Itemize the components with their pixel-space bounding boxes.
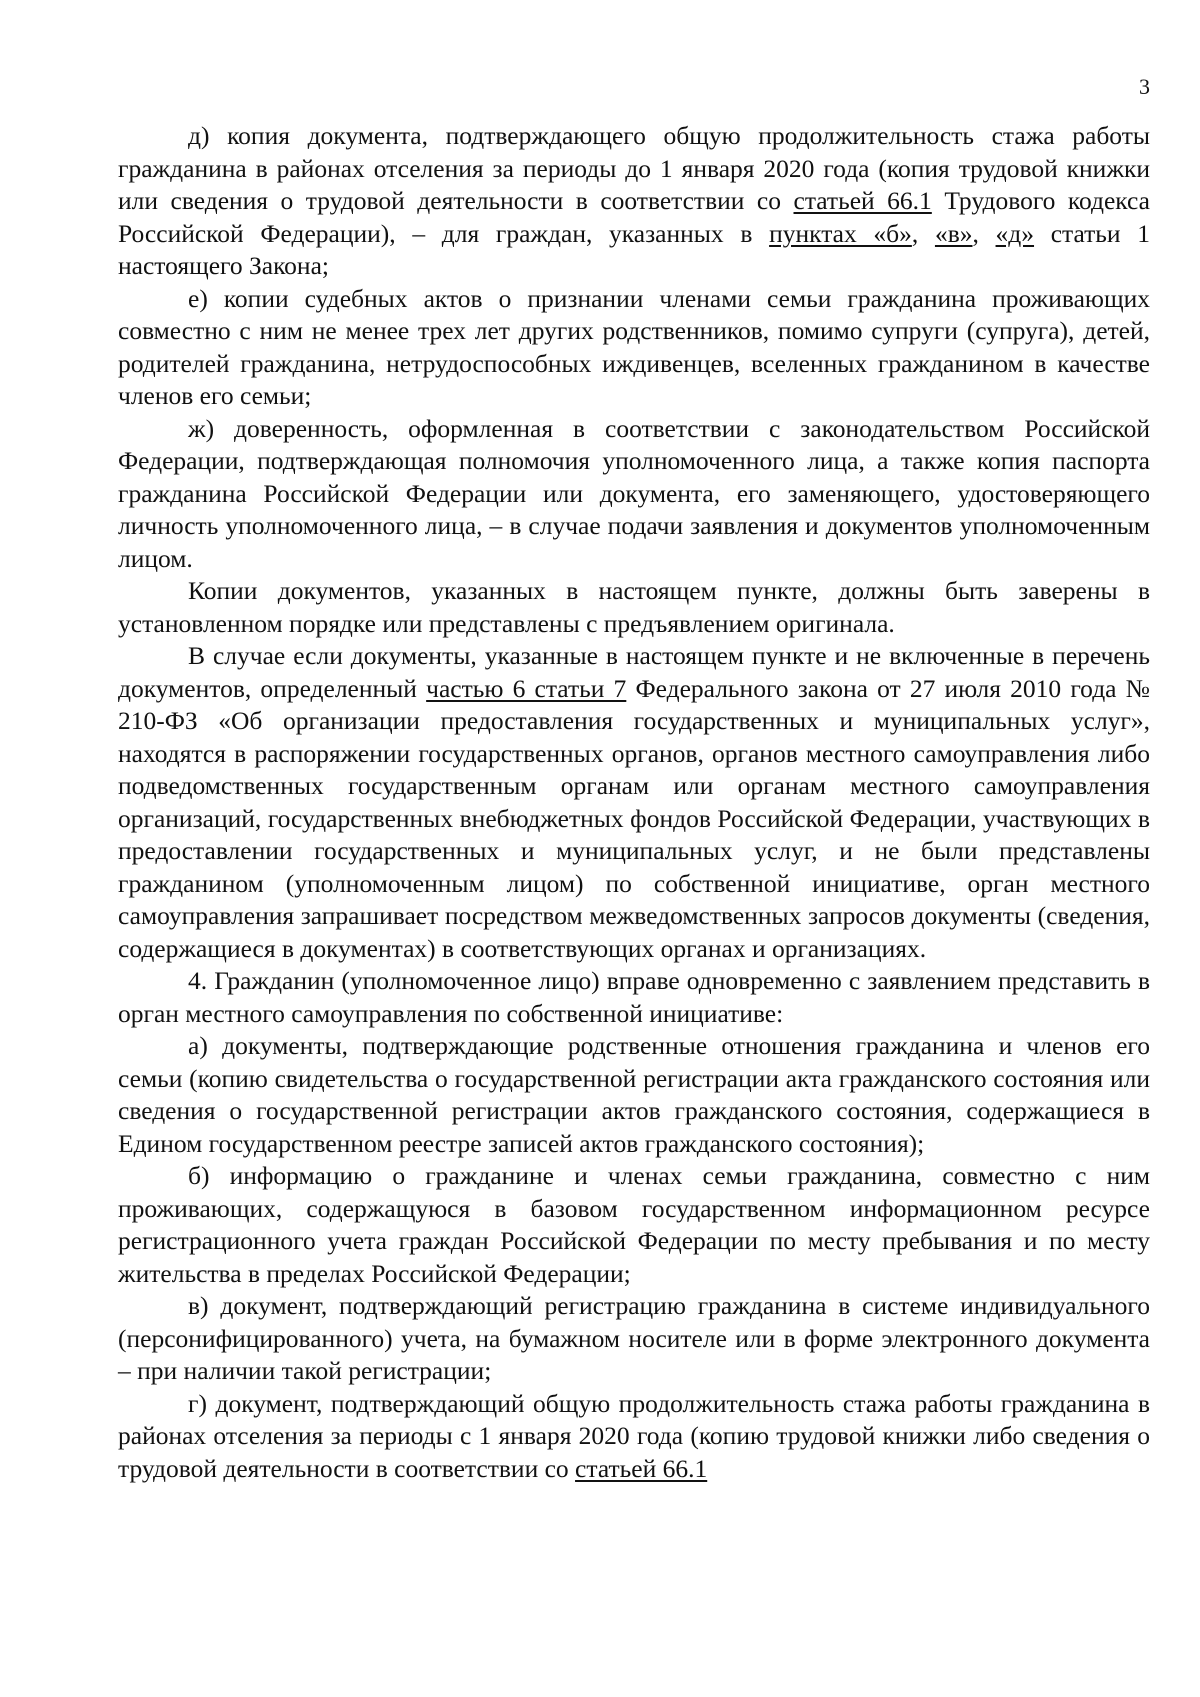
paragraph-4v	[118, 1290, 1150, 1388]
page-number: 3	[1139, 74, 1150, 99]
text-run: 4. Гражданин (уполномоченное лицо) вправе одновременно с заявлением представить в орган местного самоуправления по собственной инициативе:	[118, 966, 1150, 1028]
text-run: статьи 1 настоящего Закона;	[118, 218, 1151, 280]
text-run: ,	[911, 218, 935, 248]
text-run: е) копии судебных актов о признании членами семьи гражданина проживающих совместно с ним не менее трех лет других родственников, помимо супруги (супруга), детей, родителей гражданина, нетрудоспособных иждивенцев, вселенных гражданином в качестве членов его семьи;	[118, 283, 1150, 410]
link-article-66-1-second[interactable]: статьей 66.1	[575, 1453, 708, 1483]
text-run: д) копия документа, подтверждающего общую продолжительность стажа работы гражданина в районах отселения за периоды до 1 января 2020 года (копия трудовой книжки или сведения о трудовой деятельности в соответствии со	[118, 121, 1150, 215]
text-run: Копии документов, указанных в настоящем пункте, должны быть заверены в установленном порядке или представлены с предъявлением оригинала.	[118, 576, 1150, 638]
link-item-d[interactable]: «д»	[995, 218, 1035, 248]
paragraph-4g	[118, 1388, 1150, 1486]
paragraph-e	[118, 283, 1150, 413]
text-run: Трудового кодекса Российской Федерации), – для граждан, указанных в	[118, 186, 1151, 248]
paragraph-zh	[118, 413, 1150, 576]
paragraph-4a	[118, 1030, 1150, 1160]
text-run: а) документы, подтверждающие родственные отношения гражданина и членов его семьи (копию свидетельства о государственной регистрации акта гражданского состояния или сведения о государственной регистрации актов гражданского состояния, содержащиеся в Едином государственном реестре записей актов гражданского состояния);	[118, 1031, 1150, 1158]
text-run: ,	[972, 218, 996, 248]
text-run: г) документ, подтверждающий общую продолжительность стажа работы гражданина в районах отселения за периоды с 1 января 2020 года (копию трудовой книжки либо сведения о трудовой деятельности в соответствии со	[118, 1388, 1150, 1483]
link-article-66-1[interactable]: статьей 66.1	[793, 186, 932, 215]
paragraph-4b	[118, 1160, 1150, 1290]
paragraph-4	[118, 965, 1150, 1030]
document-body	[118, 120, 1150, 1485]
paragraph-copies	[118, 575, 1150, 640]
text-run: ж) доверенность, оформленная в соответствии с законодательством Российской Федерации, подтверждающая полномочия уполномоченного лица, а также копия паспорта гражданина Российской Федерации или документа, его заменяющего, удостоверяющего личность уполномоченного лица, – в случае подачи заявления и документов уполномоченным лицом.	[118, 413, 1150, 573]
paragraph-case	[118, 640, 1150, 965]
text-run: в) документ, подтверждающий регистрацию гражданина в системе индивидуального (персонифицированного) учета, на бумажном носителе или в форме электронного документа – при наличии такой регистрации;	[118, 1291, 1150, 1385]
paragraph-d	[118, 120, 1150, 283]
link-item-v[interactable]: «в»	[934, 218, 973, 248]
link-part-6-article-7[interactable]: частью 6 статьи 7	[426, 673, 627, 703]
text-run: Федерального закона от 27 июля 2010 года № 210-ФЗ «Об организации предоставления государственных и муниципальных услуг», находятся в распоряжении государственных органов, органов местного самоуправления либо подведомственных государственным органам или органам местного самоуправления организаций, государственных внебюджетных фондов Российской Федерации, участвующих в предоставлении государственных и муниципальных услуг, и не были представлены гражданином (уполномоченным лицом) по собственной инициативе, орган местного самоуправления запрашивает посредством межведомственных запросов документы (сведения, содержащиеся в документах) в соответствующих органах и организациях.	[118, 673, 1150, 963]
link-items-b[interactable]: пунктах «б»	[769, 218, 912, 248]
text-run: б) информацию о гражданине и членах семьи гражданина, совместно с ним проживающих, содержащуюся в базовом государственном информационном ресурсе регистрационного учета граждан Российской Федерации по месту пребывания и по месту жительства в пределах Российской Федерации;	[118, 1161, 1150, 1288]
text-run: В случае если документы, указанные в настоящем пункте и не включенные в перечень документов, определенный	[118, 641, 1150, 703]
